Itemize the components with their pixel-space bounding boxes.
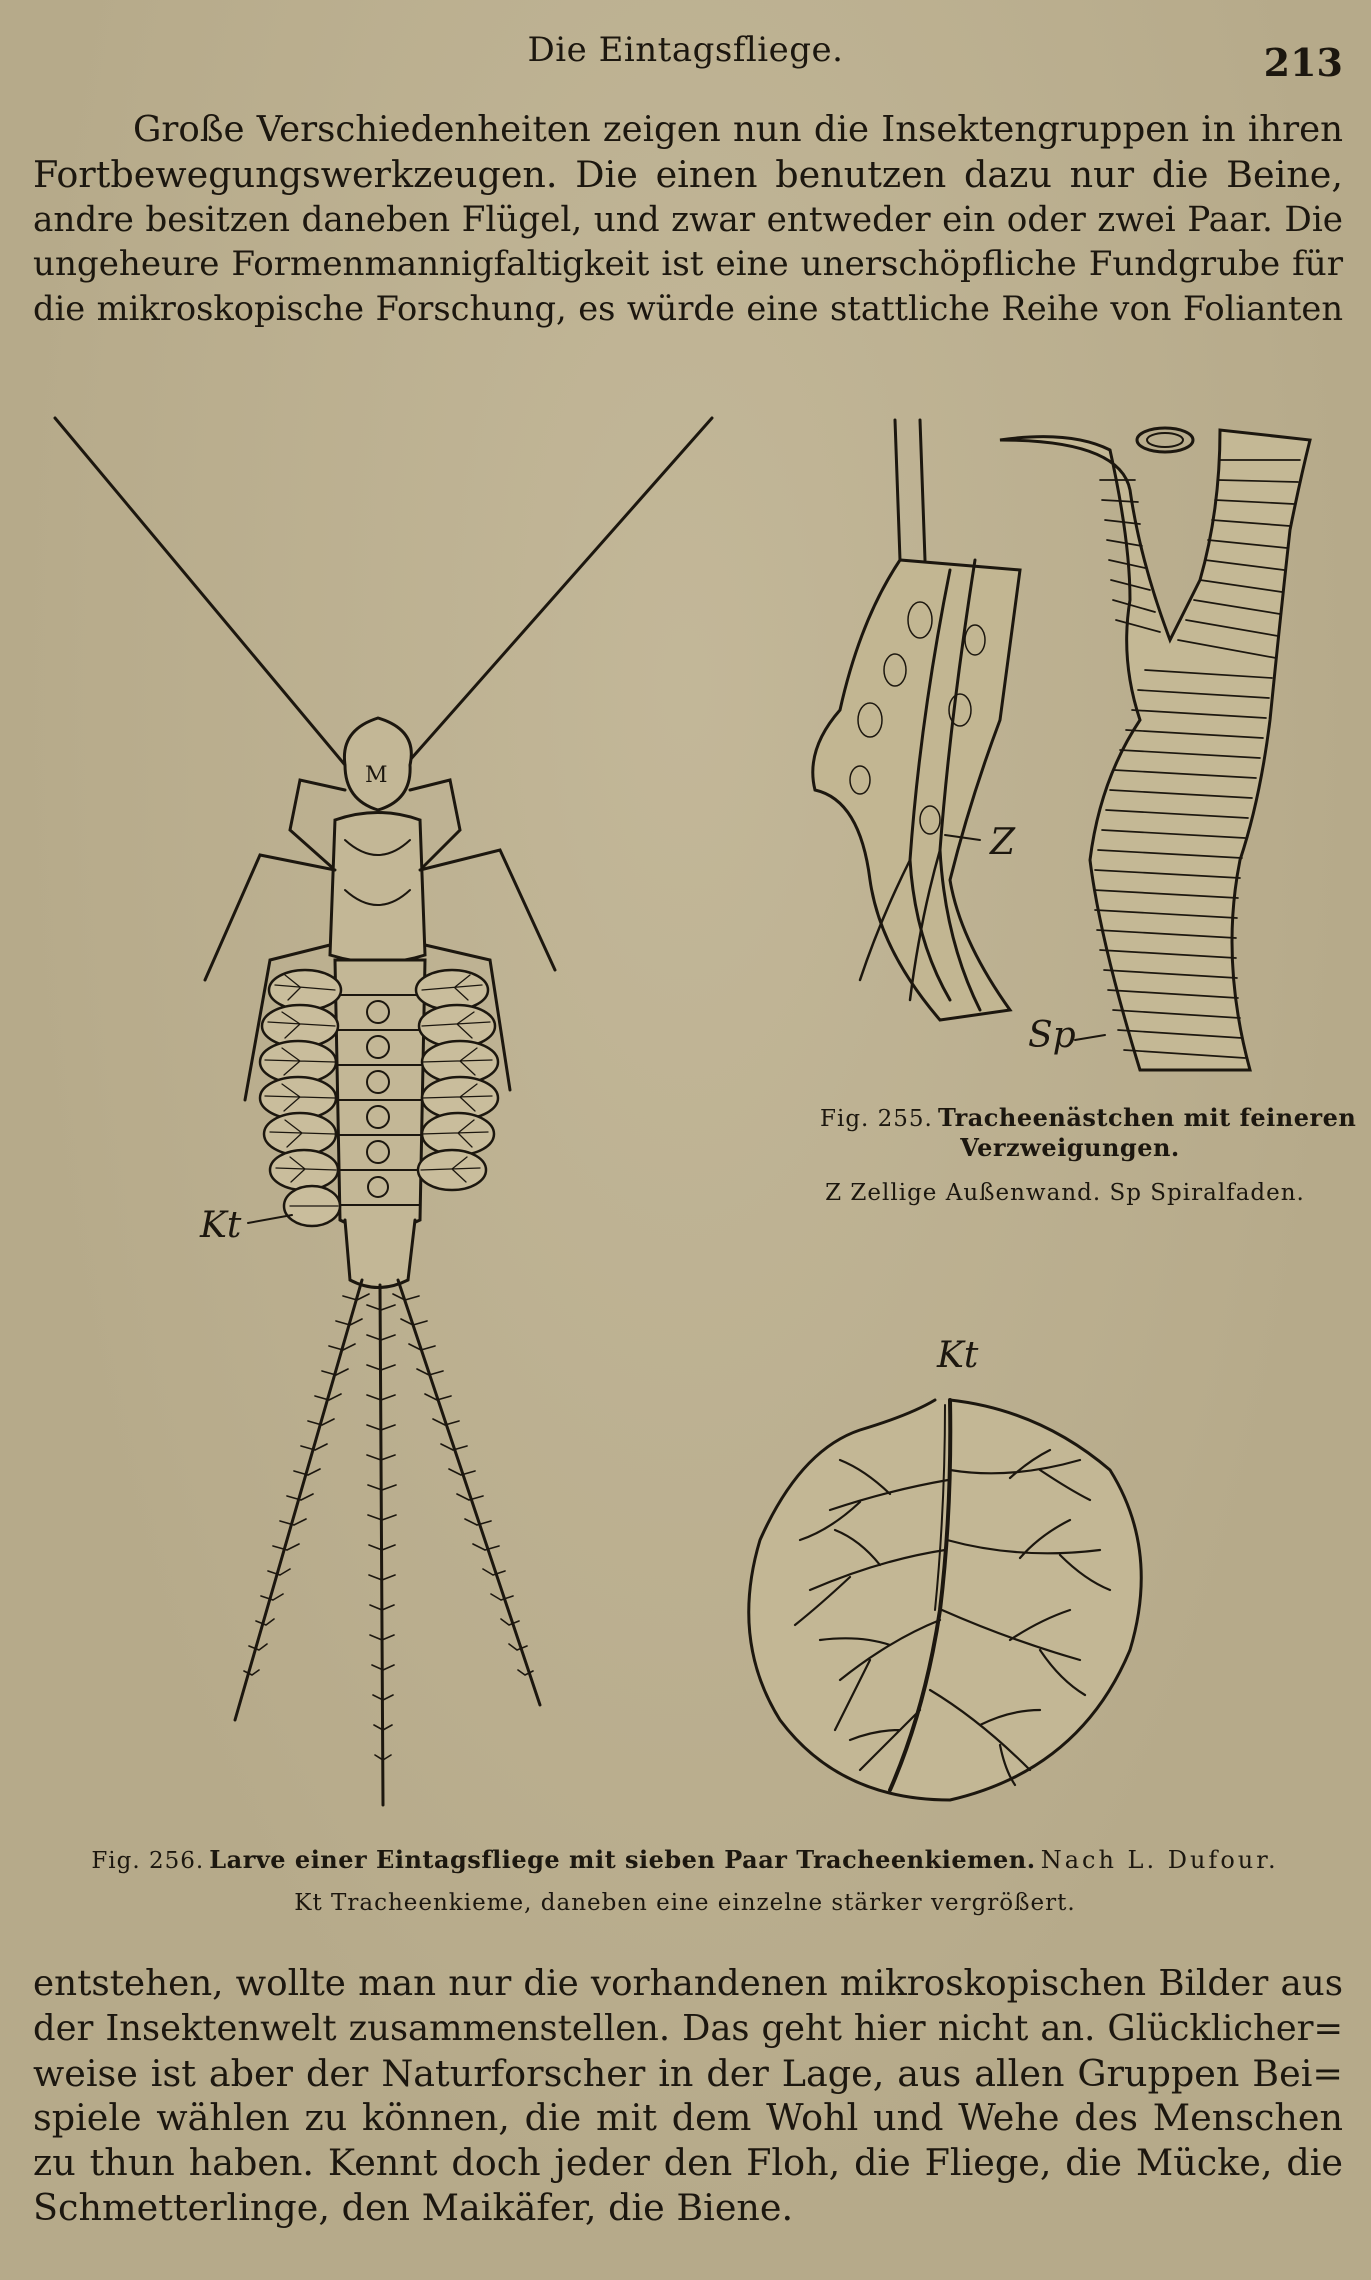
text-line: entstehen, wollte man nur die vorhandenen mikroskopischen Bilder aus bbox=[33, 1963, 1343, 2004]
text-line: der Insektenwelt zusammenstellen. Das geht hier nicht an. Glücklicher= bbox=[33, 2007, 1343, 2049]
running-head-title: Die Eintagsfliege. bbox=[527, 30, 844, 70]
text-line: die mikroskopische Forschung, es würde eine stattliche Reihe von Folianten bbox=[33, 289, 1343, 329]
caption-fig-255-number: Fig. 255. bbox=[820, 1106, 933, 1132]
caption-fig-256-title: Larve einer Eintagsfliege mit sieben Paar Tracheenkiemen. bbox=[209, 1845, 1036, 1874]
caption-fig-256-number: Fig. 256. bbox=[91, 1848, 205, 1874]
label-sp: Sp bbox=[1028, 1015, 1076, 1056]
svg-text:M: M bbox=[365, 763, 388, 788]
caption-fig-256-author: Nach L. Dufour. bbox=[1040, 1846, 1279, 1874]
text-line: Große Verschiedenheiten zeigen nun die Insektengruppen in ihren bbox=[133, 109, 1343, 150]
text-line: ungeheure Formenmannigfaltigkeit ist eine unerschöpfliche Fundgrube für bbox=[33, 244, 1343, 285]
caption-fig-255-title-1: Tracheenästchen mit feineren bbox=[937, 1103, 1357, 1132]
text-line: weise ist aber der Naturforscher in der Lage, aus allen Gruppen Bei= bbox=[33, 2051, 1343, 2095]
caption-fig-256-legend: Kt Tracheenkieme, daneben eine einzelne stärker vergrößert. bbox=[294, 1890, 1076, 1916]
text-line: andre besitzen daneben Flügel, und zwar entweder ein oder zwei Paar. Die bbox=[33, 199, 1343, 240]
caption-fig-255-line2 bbox=[860, 1133, 1280, 1162]
mayfly-larva-illustration bbox=[0, 400, 620, 1820]
text-line: Schmetterlinge, den Maikäfer, die Biene. bbox=[33, 2185, 794, 2229]
text-line: zu thun haben. Kennt doch jeder den Floh, die Fliege, die Mücke, die bbox=[33, 2141, 1343, 2185]
page-number: 213 bbox=[1263, 40, 1343, 85]
label-kt-gill: Kt bbox=[937, 1335, 979, 1376]
text-line: Fortbewegungswerkzeugen. Die einen benutzen dazu nur die Beine, bbox=[33, 152, 1343, 196]
text-line: spiele wählen zu können, die mit dem Wohl und Wehe des Menschen bbox=[33, 2096, 1343, 2140]
paragraph-bottom bbox=[33, 1962, 1343, 2231]
caption-fig-255-legend: Z Zellige Außenwand. Sp Spiralfaden. bbox=[825, 1180, 1305, 1206]
label-kt-larva: Kt bbox=[200, 1205, 242, 1246]
caption-fig-256-line1 bbox=[80, 1845, 1290, 1874]
caption-fig-255-title-2: Verzweigungen. bbox=[960, 1133, 1180, 1162]
label-z: Z bbox=[990, 822, 1016, 863]
trachea-branch-illustration bbox=[800, 420, 1340, 1090]
caption-fig-255-line1 bbox=[820, 1103, 1357, 1132]
single-gill-illustration bbox=[740, 1390, 1160, 1810]
